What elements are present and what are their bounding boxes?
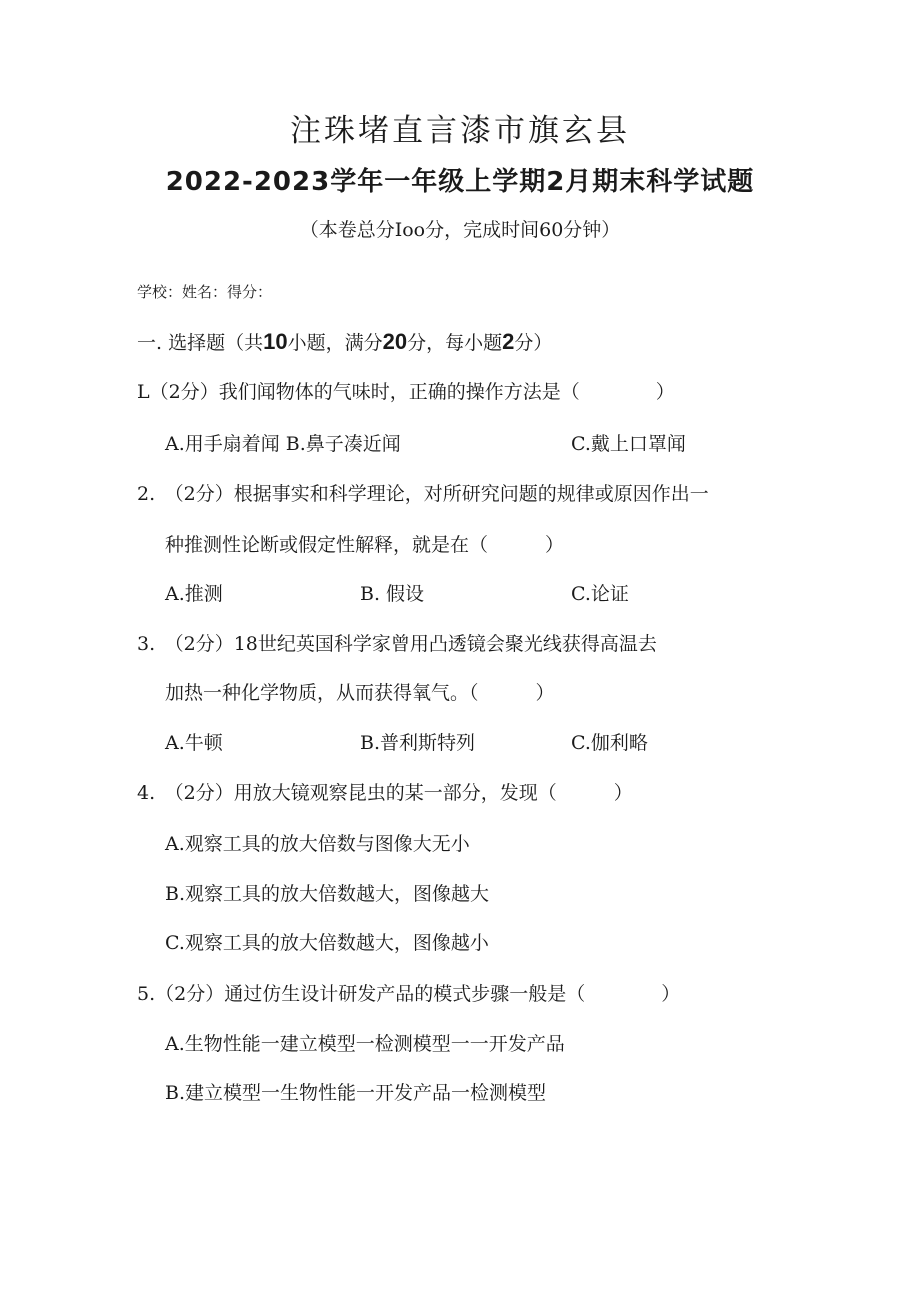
question-option: A.观察工具的放大倍数与图像大无小: [165, 833, 470, 855]
section-suffix: 分）: [514, 332, 553, 354]
section-heading: [137, 330, 552, 355]
question-option: C.伽利略: [571, 732, 648, 754]
question-option: B.观察工具的放大倍数越大，图像越大: [165, 883, 490, 905]
question-option: A.推测: [165, 583, 223, 605]
question-option: B. 假设: [360, 583, 425, 605]
question-stem: 4. （2分）用放大镜观察昆虫的某一部分，发现（ ）: [137, 782, 633, 804]
section-question-count: 10: [263, 329, 288, 354]
section-total-score: 20: [382, 329, 408, 354]
question-option: C.观察工具的放大倍数越大，图像越小: [165, 932, 489, 954]
question-stem: L（2分）我们闻物体的气味时，正确的操作方法是（ ）: [137, 381, 675, 403]
question-option: C.论证: [571, 583, 629, 605]
question-option: A.生物性能一建立模型一检测模型一一开发产品: [165, 1033, 565, 1055]
question-stem-continued: 种推测性论断或假定性解释，就是在（ ）: [165, 534, 565, 556]
question-option: C.戴上口罩闻: [571, 433, 686, 455]
section-prefix: 一. 选择题（共: [137, 332, 264, 354]
section-each-score: 2: [502, 329, 515, 354]
question-option: B.普利斯特列: [360, 732, 476, 754]
question-stem-continued: 加热一种化学物质，从而获得氧气。（ ）: [165, 682, 555, 704]
question-option: A.用手扇着闻 B.鼻子凑近闻: [165, 433, 401, 455]
section-mid1: 小题，满分: [287, 332, 383, 354]
exam-title: 2022-2023学年一年级上学期2月期末科学试题: [165, 167, 755, 197]
question-stem: 5.（2分）通过仿生设计研发产品的模式步骤一般是（ ）: [137, 983, 681, 1005]
document-title: 注珠堵直言漆市旗玄县: [290, 113, 630, 149]
section-mid2: 分，每小题: [407, 332, 503, 354]
question-stem: 3. （2分）18世纪英国科学家曾用凸透镜会聚光线获得高温去: [137, 633, 657, 655]
exam-subtitle: （本卷总分Ioo分，完成时间60分钟）: [299, 219, 621, 241]
question-option: A.牛顿: [165, 732, 223, 754]
question-stem: 2. （2分）根据事实和科学理论，对所研究问题的规律或原因作出一: [137, 483, 709, 505]
question-option: B.建立模型一生物性能一开发产品一检测模型: [165, 1082, 547, 1104]
student-info-line: 学校：姓名：得分：: [137, 283, 273, 301]
